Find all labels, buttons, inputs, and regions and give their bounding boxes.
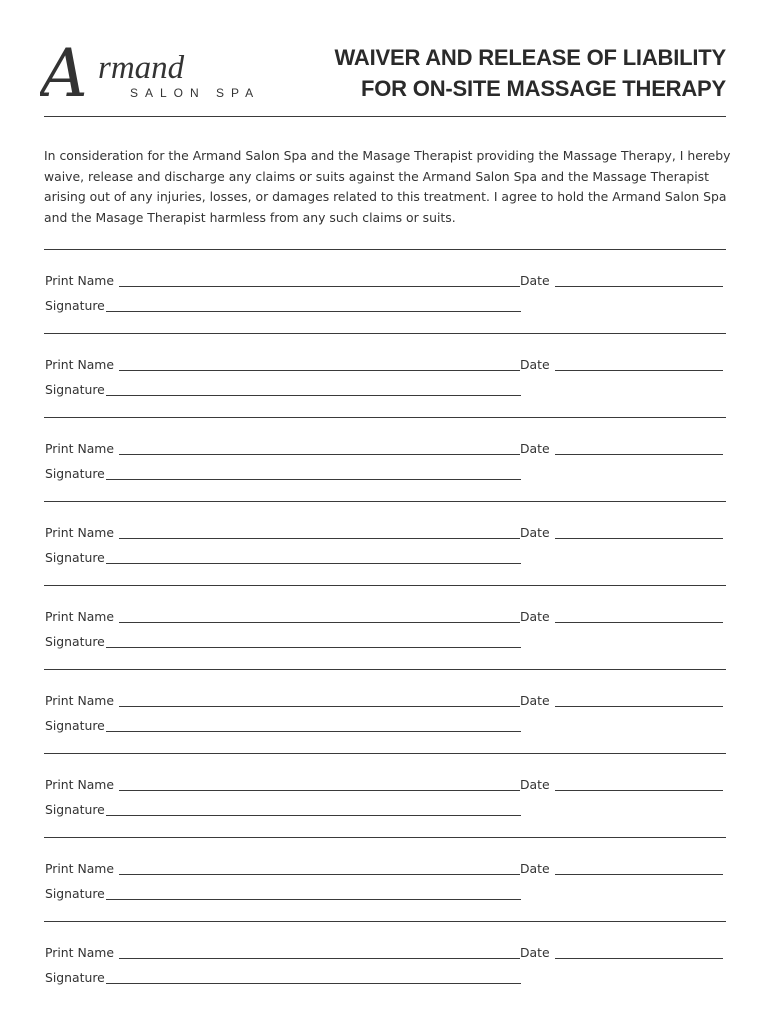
signature-row bbox=[45, 466, 525, 484]
signature-block bbox=[44, 837, 726, 921]
signature-label: Signature bbox=[45, 298, 105, 313]
signature-label: Signature bbox=[45, 634, 105, 649]
date-label: Date bbox=[520, 945, 550, 960]
signature-block bbox=[44, 417, 726, 501]
signature-block bbox=[44, 585, 726, 669]
print-name-field[interactable] bbox=[119, 454, 520, 455]
date-field[interactable] bbox=[555, 622, 723, 623]
print-name-row bbox=[45, 861, 725, 879]
signature-label: Signature bbox=[45, 886, 105, 901]
signature-field[interactable] bbox=[106, 815, 521, 816]
date-label: Date bbox=[520, 777, 550, 792]
signature-field[interactable] bbox=[106, 899, 521, 900]
logo-tagline: SALON SPA bbox=[130, 86, 261, 100]
date-label: Date bbox=[520, 861, 550, 876]
waiver-text: In consideration for the Armand Salon Spa and the Masage Therapist providing the Massage Therapy, I hereby waive, release and discharge any claims or suits against the Armand Salon Spa and the Massage Therapist arising out of any injuries, losses, or damages related to this treatment. I agree to hold the Armand Salon Spa and the Masage Therapist harmless from any such claims or suits. bbox=[44, 148, 731, 225]
date-field[interactable] bbox=[555, 454, 723, 455]
date-field[interactable] bbox=[555, 706, 723, 707]
date-field[interactable] bbox=[555, 286, 723, 287]
print-name-row bbox=[45, 693, 725, 711]
print-name-row bbox=[45, 357, 725, 375]
print-name-field[interactable] bbox=[119, 874, 520, 875]
signature-row bbox=[45, 382, 525, 400]
logo-initial: A bbox=[40, 35, 88, 104]
signature-label: Signature bbox=[45, 382, 105, 397]
signature-row bbox=[45, 802, 525, 820]
date-field[interactable] bbox=[555, 874, 723, 875]
header-divider bbox=[44, 116, 726, 117]
date-label: Date bbox=[520, 273, 550, 288]
signature-label: Signature bbox=[45, 718, 105, 733]
print-name-row bbox=[45, 609, 725, 627]
page-title bbox=[335, 42, 726, 104]
print-name-row bbox=[45, 777, 725, 795]
print-name-field[interactable] bbox=[119, 538, 520, 539]
armand-salon-spa-logo bbox=[40, 34, 290, 104]
print-name-label: Print Name bbox=[45, 861, 114, 876]
signature-field[interactable] bbox=[106, 311, 521, 312]
signature-row bbox=[45, 970, 525, 988]
logo-wordmark: rmand bbox=[98, 50, 185, 86]
print-name-label: Print Name bbox=[45, 945, 114, 960]
print-name-label: Print Name bbox=[45, 693, 114, 708]
print-name-row bbox=[45, 273, 725, 291]
print-name-row bbox=[45, 441, 725, 459]
date-label: Date bbox=[520, 357, 550, 372]
signature-block bbox=[44, 669, 726, 753]
signature-block bbox=[44, 921, 726, 1005]
signature-block bbox=[44, 753, 726, 837]
print-name-field[interactable] bbox=[119, 286, 520, 287]
signature-row bbox=[45, 886, 525, 904]
signature-label: Signature bbox=[45, 802, 105, 817]
date-field[interactable] bbox=[555, 790, 723, 791]
signature-label: Signature bbox=[45, 970, 105, 985]
signature-field[interactable] bbox=[106, 563, 521, 564]
print-name-field[interactable] bbox=[119, 370, 520, 371]
print-name-field[interactable] bbox=[119, 958, 520, 959]
print-name-label: Print Name bbox=[45, 441, 114, 456]
print-name-field[interactable] bbox=[119, 706, 520, 707]
print-name-field[interactable] bbox=[119, 622, 520, 623]
signature-row bbox=[45, 550, 525, 568]
title-line-2: FOR ON-SITE MASSAGE THERAPY bbox=[361, 76, 726, 101]
signature-row bbox=[45, 718, 525, 736]
signature-block bbox=[44, 249, 726, 333]
date-field[interactable] bbox=[555, 958, 723, 959]
signature-row bbox=[45, 634, 525, 652]
signature-field[interactable] bbox=[106, 395, 521, 396]
print-name-label: Print Name bbox=[45, 357, 114, 372]
date-field[interactable] bbox=[555, 538, 723, 539]
print-name-label: Print Name bbox=[45, 777, 114, 792]
print-name-label: Print Name bbox=[45, 609, 114, 624]
signature-field[interactable] bbox=[106, 479, 521, 480]
print-name-row bbox=[45, 525, 725, 543]
date-label: Date bbox=[520, 609, 550, 624]
date-label: Date bbox=[520, 441, 550, 456]
date-field[interactable] bbox=[555, 370, 723, 371]
date-label: Date bbox=[520, 693, 550, 708]
print-name-label: Print Name bbox=[45, 273, 114, 288]
signature-block bbox=[44, 501, 726, 585]
signature-label: Signature bbox=[45, 466, 105, 481]
signature-field[interactable] bbox=[106, 647, 521, 648]
signature-block bbox=[44, 333, 726, 417]
signature-label: Signature bbox=[45, 550, 105, 565]
signature-blocks bbox=[44, 249, 726, 1005]
signature-row bbox=[45, 298, 525, 316]
signature-field[interactable] bbox=[106, 983, 521, 984]
title-line-1: WAIVER AND RELEASE OF LIABILITY bbox=[334, 45, 726, 70]
print-name-row bbox=[45, 945, 725, 963]
print-name-field[interactable] bbox=[119, 790, 520, 791]
date-label: Date bbox=[520, 525, 550, 540]
signature-field[interactable] bbox=[106, 731, 521, 732]
print-name-label: Print Name bbox=[45, 525, 114, 540]
